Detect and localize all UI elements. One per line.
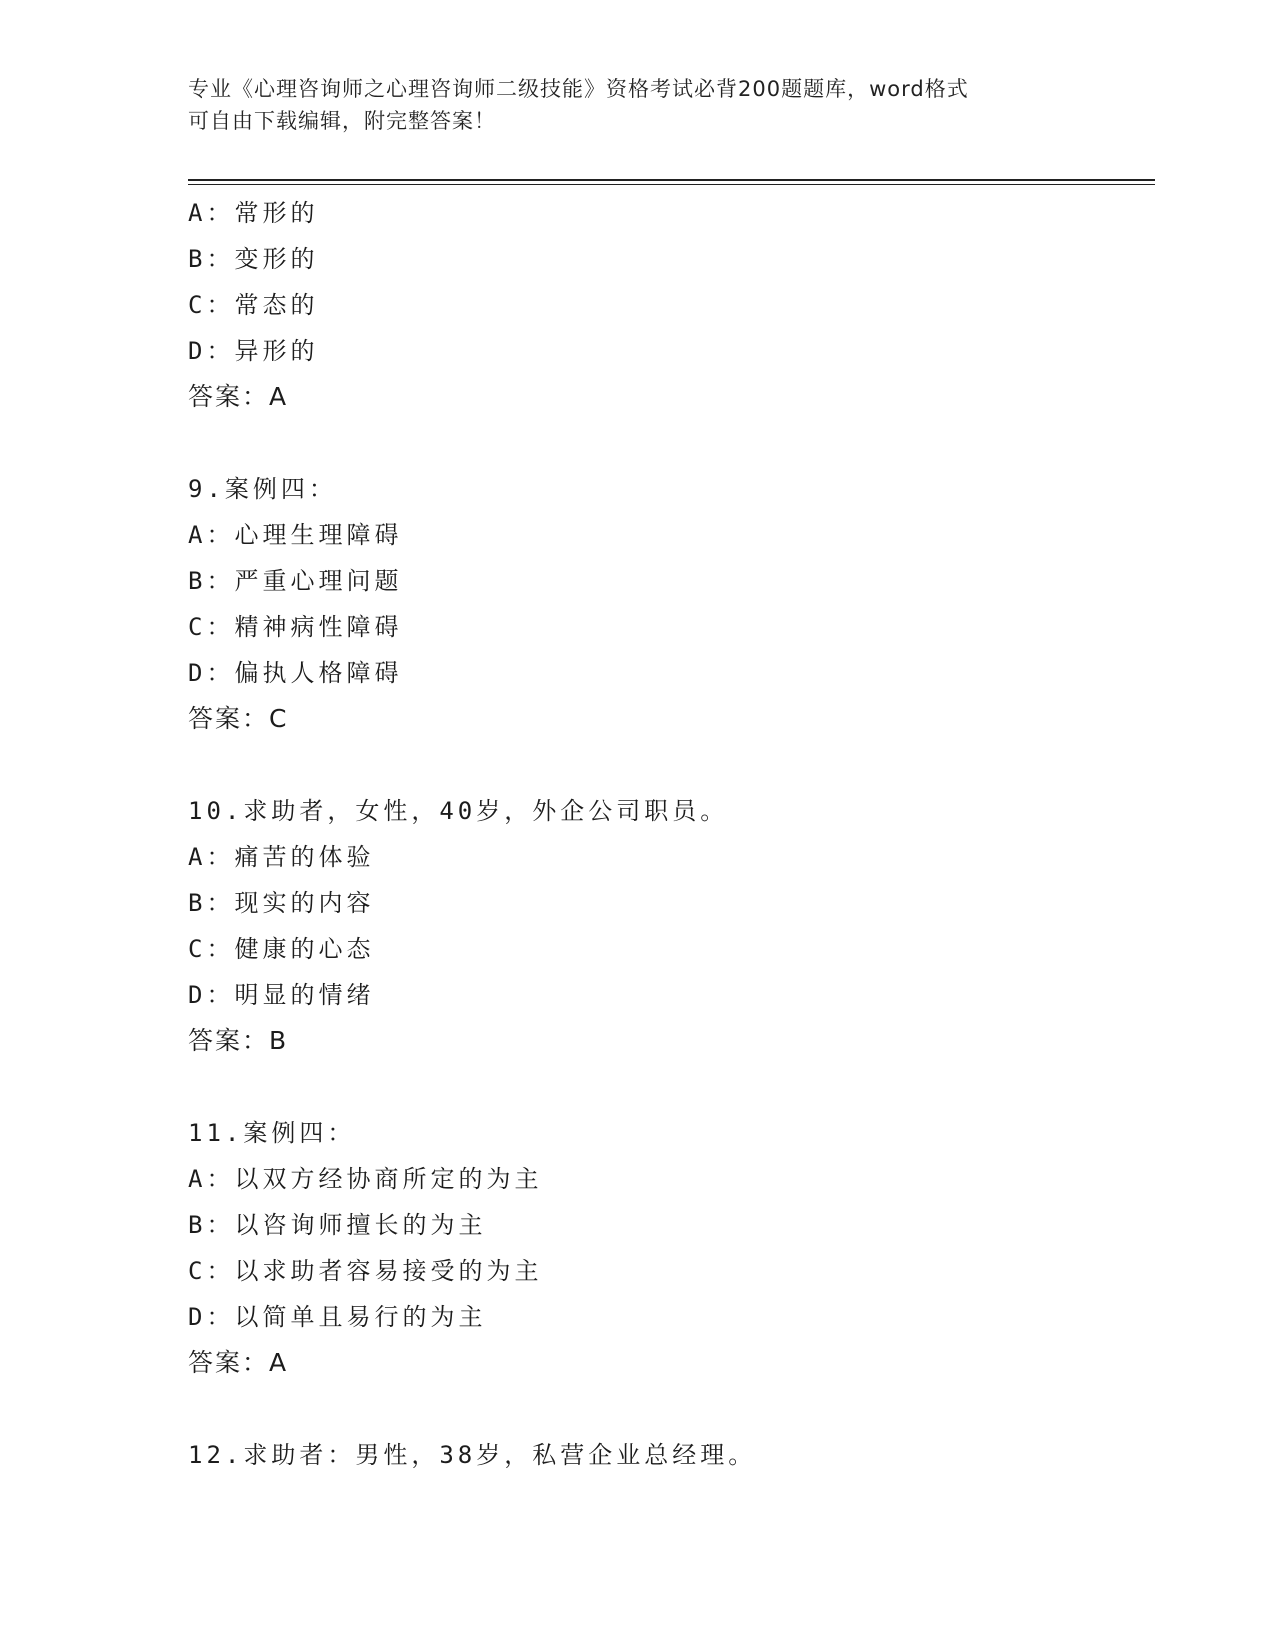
option-c: C：精神病性障碍: [188, 613, 403, 641]
answer-line: 答案：A: [188, 1348, 289, 1377]
answer-line: 答案：A: [188, 382, 289, 411]
option-b: B：现实的内容: [188, 889, 375, 917]
header-divider-thick: [188, 179, 1155, 181]
option-b: B：变形的: [188, 245, 319, 273]
question-stem: 9.案例四：: [188, 475, 337, 503]
question-block-9: [188, 466, 1148, 742]
option-b: B：严重心理问题: [188, 567, 403, 595]
answer-line: 答案：B: [188, 1026, 289, 1055]
document-header: [188, 73, 1088, 137]
question-stem: 10.求助者，女性，40岁，外企公司职员。: [188, 797, 729, 825]
question-stem: 12.求助者：男性，38岁，私营企业总经理。: [188, 1441, 757, 1469]
option-c: C：常态的: [188, 291, 319, 319]
option-a: A：以双方经协商所定的为主: [188, 1165, 543, 1193]
question-stem: 11.案例四：: [188, 1119, 356, 1147]
option-d: D：明显的情绪: [188, 981, 375, 1009]
header-line-1: 专业《心理咨询师之心理咨询师二级技能》资格考试必背200题题库，word格式: [188, 77, 969, 101]
option-a: A：心理生理障碍: [188, 521, 403, 549]
question-block-11: [188, 1110, 1148, 1386]
question-block-10: [188, 788, 1148, 1064]
header-line-2: 可自由下载编辑，附完整答案！: [188, 109, 496, 133]
question-block-12: [188, 1432, 1148, 1478]
option-a: A：痛苦的体验: [188, 843, 375, 871]
option-d: D：异形的: [188, 337, 319, 365]
option-d: D：偏执人格障碍: [188, 659, 403, 687]
question-block-8: [188, 190, 1148, 420]
option-c: C：以求助者容易接受的为主: [188, 1257, 543, 1285]
option-b: B：以咨询师擅长的为主: [188, 1211, 487, 1239]
header-divider-thin: [188, 184, 1155, 185]
answer-line: 答案：C: [188, 704, 289, 733]
question-list: [188, 190, 1148, 1478]
option-a: A：常形的: [188, 199, 319, 227]
option-c: C：健康的心态: [188, 935, 375, 963]
option-d: D：以简单且易行的为主: [188, 1303, 487, 1331]
